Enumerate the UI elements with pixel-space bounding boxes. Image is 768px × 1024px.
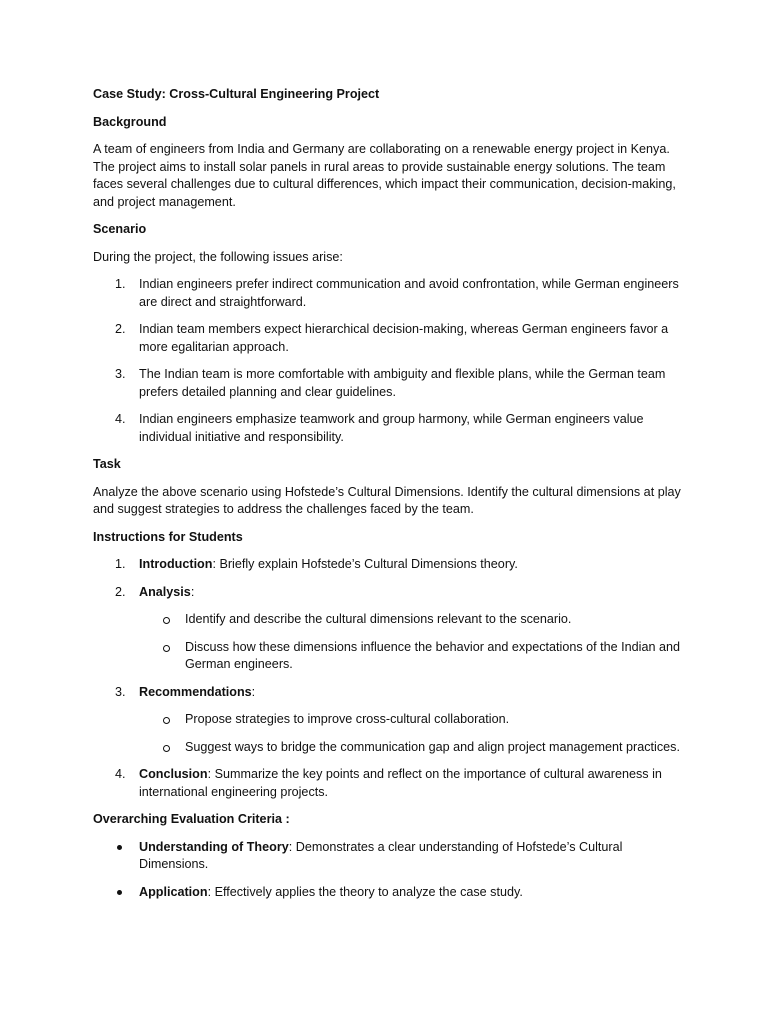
instructions-heading: Instructions for Students: [93, 529, 243, 544]
instruction-item-introduction: [93, 556, 683, 574]
hollow-bullet-icon: [163, 745, 170, 752]
instruction-text: :: [190, 584, 195, 599]
scenario-item-text: Indian engineers emphasize teamwork and group harmony, while German engineers value individual initiative and responsibility.: [139, 412, 644, 444]
scenario-item: [93, 321, 683, 356]
instruction-label: Analysis: [139, 584, 191, 599]
list-number: 1.: [115, 277, 126, 291]
scenario-item: [93, 276, 683, 311]
document-content: [93, 86, 683, 911]
document-title: Case Study: Cross-Cultural Engineering Project: [93, 87, 380, 101]
sub-item-text: Identify and describe the cultural dimensions relevant to the scenario.: [185, 612, 572, 626]
hollow-bullet-icon: [163, 617, 170, 624]
sub-list-item: [93, 639, 683, 674]
list-number: 4.: [115, 767, 126, 781]
hollow-bullet-icon: [163, 717, 170, 724]
instruction-item-recommendations: [93, 684, 683, 757]
list-number: 3.: [115, 684, 126, 699]
sub-list-item: [93, 611, 683, 629]
instruction-item-analysis: [93, 584, 683, 674]
instruction-text: : Summarize the key points and reflect on the importance of cultural awareness in international engineering projects.: [139, 767, 662, 799]
list-number: 3.: [115, 367, 126, 381]
instruction-item-conclusion: [93, 766, 683, 801]
criteria-heading: Overarching Evaluation Criteria :: [93, 812, 290, 826]
scenario-intro: During the project, the following issues arise:: [93, 249, 343, 264]
sub-list-item: [93, 711, 683, 729]
criteria-item: [93, 884, 683, 902]
criteria-label: Application: [139, 884, 208, 899]
scenario-list: [93, 276, 683, 446]
bullet-icon: [117, 890, 122, 895]
list-number: 4.: [115, 412, 126, 426]
criteria-label: Understanding of Theory: [139, 839, 289, 854]
instruction-text: : Briefly explain Hofstede’s Cultural Dimensions theory.: [212, 557, 518, 571]
scenario-heading: Scenario: [93, 222, 147, 236]
instruction-text: :: [251, 684, 256, 699]
task-heading: Task: [93, 457, 121, 471]
scenario-item-text: The Indian team is more comfortable with ambiguity and flexible plans, while the German team prefers detailed planning and clear guidelines.: [139, 367, 666, 399]
scenario-item-text: Indian team members expect hierarchical decision-making, whereas German engineers favor a more egalitarian approach.: [139, 322, 669, 354]
background-text: A team of engineers from India and Germany are collaborating on a renewable energy project in Kenya. The project aims to install solar panels in rural areas to provide sustainable energy solutions. The team faces several challenges due to cultural differences, which impact their communication, decision-making, and project management.: [93, 142, 676, 209]
task-text: Analyze the above scenario using Hofstede’s Cultural Dimensions. Identify the cultural dimensions at play and suggest strategies to address the challenges faced by the team.: [93, 484, 681, 516]
analysis-sub-list: [139, 611, 683, 674]
sub-item-text: Propose strategies to improve cross-cultural collaboration.: [185, 712, 510, 726]
sub-list-item: [93, 739, 683, 757]
list-number: 2.: [115, 584, 126, 599]
bullet-icon: [117, 845, 122, 850]
instruction-label: Recommendations: [139, 684, 252, 699]
list-number: 1.: [115, 557, 126, 571]
sub-item-text: Suggest ways to bridge the communication gap and align project management practices.: [185, 739, 680, 754]
criteria-list: [93, 839, 683, 902]
scenario-item: [93, 366, 683, 401]
instruction-label: Conclusion: [139, 767, 208, 781]
criteria-item: [93, 839, 683, 874]
scenario-item-text: Indian engineers prefer indirect communication and avoid confrontation, while German engineers are direct and straightforward.: [139, 277, 679, 309]
recommendations-sub-list: [139, 711, 683, 756]
scenario-item: [93, 411, 683, 446]
instruction-label: Introduction: [139, 557, 213, 571]
instructions-list: [93, 556, 683, 801]
criteria-text: : Effectively applies the theory to analyze the case study.: [207, 884, 523, 899]
background-heading: Background: [93, 114, 167, 129]
hollow-bullet-icon: [163, 645, 170, 652]
list-number: 2.: [115, 322, 126, 336]
criteria-text: : Demonstrates a clear understanding of Hofstede’s Cultural Dimensions.: [139, 839, 623, 871]
sub-item-text: Discuss how these dimensions influence the behavior and expectations of the Indian and German engineers.: [185, 639, 680, 671]
